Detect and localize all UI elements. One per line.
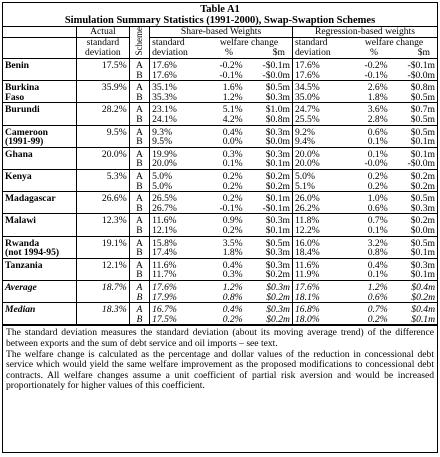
share-pct-cell: 0.1%	[206, 159, 245, 169]
share-sd-cell: 11.6%	[150, 258, 206, 270]
actual-sd-cell	[77, 315, 130, 325]
actual-sd-cell	[77, 93, 130, 103]
scheme-cell: A	[129, 125, 149, 137]
regression-dollars-cell: $0.8m	[410, 82, 435, 94]
header-actual-sub	[77, 38, 130, 59]
regression-sd-cell: 12.2%	[292, 226, 351, 236]
scheme-cell: A	[129, 236, 149, 248]
regression-pct-cell: 3.6%	[367, 104, 388, 116]
actual-sd-cell: 19.1%	[77, 236, 130, 248]
regression-dollars-cell: $0.2m	[390, 293, 437, 303]
regression-dollars-cell: $0.5m	[410, 126, 435, 138]
header-share-dollars: $m	[272, 46, 285, 58]
scheme-cell: A	[129, 147, 149, 159]
regression-pct-cell: -0.2%	[364, 60, 388, 72]
scheme-cell: A	[129, 170, 149, 182]
share-pct-cell: 0.8%	[206, 293, 245, 303]
share-dollars-cell: $0.1m	[265, 193, 290, 205]
regression-pct-cell: 1.2%	[367, 281, 388, 293]
share-pct-cell: 0.4%	[222, 259, 243, 271]
table-number: Table A1	[200, 4, 240, 15]
scheme-cell: B	[129, 93, 149, 103]
header-regression-sd-line2: deviation	[294, 46, 331, 58]
regression-sd-cell: 26.0%	[292, 192, 351, 204]
scheme-cell: B	[129, 182, 149, 192]
share-dollars-cell: $0.3m	[245, 93, 293, 103]
header-share-sd	[150, 38, 206, 59]
regression-dollars-cell: -$0.0m	[390, 71, 437, 81]
header-actual	[77, 27, 130, 38]
share-dollars-cell: -$0.1m	[245, 204, 293, 214]
header-country-blank	[3, 27, 77, 38]
regression-dollars-cell: $0.5m	[410, 237, 435, 249]
country-cell: Tanzania	[5, 259, 43, 271]
share-dollars-cell: -$0.0m	[245, 71, 293, 81]
share-dollars-cell: $0.1m	[245, 226, 293, 236]
regression-dollars-cell: $0.4m	[411, 281, 435, 293]
regression-pct-cell: 0.6%	[351, 204, 390, 214]
regression-pct-cell: 0.7%	[367, 304, 388, 316]
share-dollars-cell: $0.3m	[266, 281, 290, 293]
regression-sd-cell: 17.6%	[292, 71, 351, 81]
table-row	[3, 303, 437, 315]
actual-sd-cell	[77, 71, 130, 81]
share-dollars-cell: $0.0m	[245, 137, 293, 147]
share-sd-cell: 5.0%	[150, 182, 206, 192]
actual-sd-cell	[77, 226, 130, 236]
header-share-group: Share-based Weights	[150, 27, 293, 38]
share-sd-cell: 35.1%	[150, 81, 206, 93]
header-scheme-label: Scheme	[133, 27, 144, 56]
regression-dollars-cell: $0.2m	[410, 215, 435, 227]
country-cell: Cameroon	[5, 126, 48, 138]
actual-sd-cell: 12.1%	[77, 258, 130, 270]
share-sd-cell: 17.5%	[150, 315, 206, 325]
regression-pct-cell: 0.1%	[351, 270, 390, 280]
regression-sd-cell: 20.0%	[292, 147, 351, 159]
share-pct-cell: -0.1%	[206, 204, 245, 214]
share-pct-cell: 1.2%	[222, 281, 243, 293]
regression-sd-cell: 16.0%	[292, 236, 351, 248]
header-country-blank-2	[3, 38, 77, 59]
share-sd-cell: 11.6%	[150, 214, 206, 226]
regression-pct-cell: 0.8%	[351, 248, 390, 258]
share-sd-cell: 12.1%	[150, 226, 206, 236]
scheme-cell: B	[129, 270, 149, 280]
header-actual-line2: standard	[86, 37, 120, 49]
table-title: Simulation Summary Statistics (1991-2000), Swap-Swaption Schemes	[64, 15, 376, 26]
share-pct-cell: -0.1%	[206, 71, 245, 81]
regression-pct-cell: 0.1%	[351, 137, 390, 147]
share-pct-cell: 0.9%	[222, 215, 243, 227]
share-pct-cell: 1.8%	[206, 248, 245, 258]
regression-sd-cell: 9.4%	[292, 137, 351, 147]
regression-sd-cell: 26.2%	[292, 204, 351, 214]
country-cell: Faso	[3, 93, 77, 103]
share-pct-cell: 0.3%	[222, 148, 243, 160]
share-pct-cell: 0.3%	[206, 270, 245, 280]
country-cell: Rwanda	[5, 237, 40, 249]
country-cell	[3, 270, 77, 280]
scheme-cell: A	[129, 214, 149, 226]
regression-pct-cell: 0.2%	[351, 182, 390, 192]
table-row	[3, 59, 437, 71]
share-sd-cell: 9.3%	[150, 125, 206, 137]
country-cell: Burkina	[5, 82, 40, 94]
share-dollars-cell: $0.3m	[265, 215, 290, 227]
share-sd-cell: 17.9%	[150, 293, 206, 303]
share-pct-cell: -0.2%	[219, 60, 243, 72]
note-standard-deviation: The standard deviation measures the standard deviation (about its moving average trend) of the difference between exports and the sum of debt service and oil imports – see text.	[6, 327, 434, 349]
scheme-cell: B	[129, 71, 149, 81]
header-share-units	[208, 48, 290, 58]
header-scheme	[129, 27, 149, 59]
country-cell	[3, 115, 77, 125]
share-dollars-cell: $0.5m	[265, 82, 290, 94]
regression-sd-cell: 34.5%	[292, 81, 351, 93]
scheme-cell: B	[129, 226, 149, 236]
table-row	[3, 293, 437, 303]
country-cell: Ghana	[5, 148, 33, 160]
share-sd-cell: 17.6%	[150, 280, 206, 292]
share-dollars-cell: $0.1m	[245, 159, 293, 169]
note-welfare-change: The welfare change is calculated as the percentage and dollar values of the reduction in concessional debt service which would yield the same welfare improvement as the proposed modifications to concessional debt contracts. All welfare changes assume a unit coefficient of partial risk aversion and would be increased proportionately for higher values of this coefficient.	[6, 348, 434, 392]
regression-pct-cell: 0.1%	[351, 226, 390, 236]
regression-pct-cell: 0.1%	[367, 148, 388, 160]
table-row	[3, 93, 437, 103]
country-cell: Median	[5, 304, 36, 316]
country-cell: (not 1994-95)	[3, 248, 77, 258]
country-cell	[3, 182, 77, 192]
country-cell	[3, 293, 77, 303]
regression-pct-cell: 3.2%	[367, 237, 388, 249]
regression-dollars-cell: $0.7m	[410, 104, 435, 116]
regression-pct-cell: 2.8%	[351, 115, 390, 125]
share-pct-cell: 0.2%	[206, 182, 245, 192]
table-row	[3, 159, 437, 169]
actual-sd-cell	[77, 270, 130, 280]
scheme-cell: B	[129, 315, 149, 325]
regression-sd-cell: 17.6%	[292, 280, 351, 292]
actual-sd-cell	[77, 204, 130, 214]
share-pct-cell: 0.2%	[222, 171, 243, 183]
share-sd-cell: 15.8%	[150, 236, 206, 248]
scheme-cell: B	[129, 204, 149, 214]
share-sd-cell: 19.9%	[150, 147, 206, 159]
regression-pct-cell: -0.0%	[351, 159, 390, 169]
table-row	[3, 204, 437, 214]
country-cell	[3, 204, 77, 214]
share-sd-cell: 16.7%	[150, 303, 206, 315]
regression-dollars-cell: $0.0m	[390, 226, 437, 236]
regression-pct-cell: 0.4%	[367, 259, 388, 271]
table-row	[3, 192, 437, 204]
scheme-cell: A	[129, 103, 149, 115]
country-cell: Burundi	[5, 104, 40, 116]
actual-sd-cell: 35.9%	[77, 81, 130, 93]
actual-sd-cell	[77, 115, 130, 125]
country-cell	[3, 315, 77, 325]
share-sd-cell: 17.6%	[150, 59, 206, 71]
header-regression-dollars: $m	[417, 46, 430, 58]
share-sd-cell: 35.3%	[150, 93, 206, 103]
actual-sd-cell: 26.6%	[77, 192, 130, 204]
regression-dollars-cell: $0.1m	[410, 148, 435, 160]
country-cell: Benin	[5, 60, 29, 72]
regression-dollars-cell: $0.5m	[410, 193, 435, 205]
share-sd-cell: 5.0%	[150, 170, 206, 182]
actual-sd-cell	[77, 159, 130, 169]
table-body	[3, 27, 437, 325]
country-cell	[3, 226, 77, 236]
scheme-cell: A	[129, 59, 149, 71]
share-sd-cell: 24.1%	[150, 115, 206, 125]
table-row	[3, 270, 437, 280]
share-dollars-cell: $1.0m	[265, 104, 290, 116]
regression-pct-cell: 1.0%	[367, 193, 388, 205]
actual-sd-cell: 28.2%	[77, 103, 130, 115]
country-cell	[3, 71, 77, 81]
header-regression-welfare-line1: welfare change	[364, 37, 424, 49]
header-share-sd-line1: standard	[152, 37, 185, 49]
share-pct-cell: 0.2%	[222, 193, 243, 205]
actual-sd-cell: 18.7%	[77, 280, 130, 292]
country-cell: Malawi	[5, 215, 36, 227]
regression-pct-cell: 0.6%	[367, 126, 388, 138]
regression-dollars-cell: $0.5m	[390, 93, 437, 103]
scheme-cell: A	[129, 258, 149, 270]
scheme-cell: A	[129, 280, 149, 292]
header-regression-sd-line1: standard	[294, 37, 328, 49]
scheme-cell: B	[129, 159, 149, 169]
regression-sd-cell: 11.8%	[292, 214, 351, 226]
share-pct-cell: 5.1%	[222, 104, 243, 116]
table-row	[3, 71, 437, 81]
regression-sd-cell: 35.0%	[292, 93, 351, 103]
regression-dollars-cell: $0.1m	[390, 270, 437, 280]
header-share-pct: %	[224, 46, 233, 58]
regression-pct-cell: 2.6%	[367, 82, 388, 94]
country-cell: (1991-99)	[3, 137, 77, 147]
share-dollars-cell: $0.3m	[266, 304, 290, 316]
scheme-cell: B	[129, 137, 149, 147]
regression-pct-cell: 0.2%	[351, 315, 390, 325]
actual-sd-cell	[77, 137, 130, 147]
regression-sd-cell: 5.1%	[292, 182, 351, 192]
share-dollars-cell: $0.3m	[265, 148, 290, 160]
share-dollars-cell: $0.2m	[265, 171, 290, 183]
regression-sd-cell: 20.0%	[292, 159, 351, 169]
table-row	[3, 170, 437, 182]
table-row	[3, 248, 437, 258]
header-actual-line1: Actual	[90, 26, 116, 37]
share-pct-cell: 0.0%	[206, 137, 245, 147]
actual-sd-cell: 5.3%	[77, 170, 130, 182]
regression-sd-cell: 25.5%	[292, 115, 351, 125]
table-row	[3, 315, 437, 325]
share-pct-cell: 0.2%	[206, 315, 245, 325]
scheme-cell: B	[129, 248, 149, 258]
share-pct-cell: 0.4%	[222, 126, 243, 138]
share-dollars-cell: $0.2m	[245, 293, 293, 303]
header-row-2	[3, 38, 437, 59]
regression-dollars-cell: $0.1m	[390, 248, 437, 258]
regression-sd-cell: 17.6%	[292, 59, 351, 71]
regression-dollars-cell: -$0.0m	[390, 159, 437, 169]
regression-dollars-cell: $0.2m	[390, 182, 437, 192]
regression-dollars-cell: $0.1m	[390, 315, 437, 325]
share-dollars-cell: $0.3m	[265, 126, 290, 138]
scheme-cell: A	[129, 192, 149, 204]
header-share-sd-line2: deviation	[152, 46, 188, 58]
regression-pct-cell: 1.8%	[351, 93, 390, 103]
share-sd-cell: 11.7%	[150, 270, 206, 280]
regression-dollars-cell: $0.5m	[390, 115, 437, 125]
regression-dollars-cell: $0.1m	[390, 137, 437, 147]
regression-sd-cell: 18.0%	[292, 315, 351, 325]
regression-pct-cell: -0.1%	[351, 71, 390, 81]
country-cell: Kenya	[5, 171, 32, 183]
regression-dollars-cell: $0.4m	[411, 304, 435, 316]
country-cell: Average	[5, 281, 37, 293]
share-sd-cell: 17.4%	[150, 248, 206, 258]
scheme-cell: A	[129, 303, 149, 315]
regression-sd-cell: 16.8%	[292, 303, 351, 315]
header-share-welfare-line1: welfare change	[219, 37, 279, 49]
regression-sd-cell: 11.9%	[292, 270, 351, 280]
header-regression-sd	[292, 38, 351, 59]
regression-pct-cell: 0.7%	[367, 215, 388, 227]
share-dollars-cell: $0.3m	[245, 248, 293, 258]
regression-pct-cell: 0.6%	[351, 293, 390, 303]
summary-table	[3, 26, 437, 325]
regression-sd-cell: 9.2%	[292, 125, 351, 137]
regression-sd-cell: 11.6%	[292, 258, 351, 270]
header-regression-welfare	[351, 38, 437, 59]
share-sd-cell: 9.5%	[150, 137, 206, 147]
table-row	[3, 280, 437, 292]
share-pct-cell: 1.2%	[206, 93, 245, 103]
header-actual-line3: deviation	[85, 46, 121, 58]
regression-sd-cell: 24.7%	[292, 103, 351, 115]
share-sd-cell: 23.1%	[150, 103, 206, 115]
table-page	[2, 2, 438, 453]
regression-sd-cell: 5.0%	[292, 170, 351, 182]
header-regression-pct: %	[370, 46, 378, 58]
share-sd-cell: 20.0%	[150, 159, 206, 169]
scheme-cell: A	[129, 81, 149, 93]
share-dollars-cell: $0.2m	[245, 182, 293, 192]
share-pct-cell: 0.4%	[222, 304, 243, 316]
table-row	[3, 226, 437, 236]
share-dollars-cell: $0.3m	[265, 259, 290, 271]
actual-sd-cell: 18.3%	[77, 303, 130, 315]
regression-sd-cell: 18.4%	[292, 248, 351, 258]
share-dollars-cell: $0.5m	[265, 237, 290, 249]
actual-sd-cell	[77, 248, 130, 258]
header-share-welfare	[206, 38, 292, 59]
actual-sd-cell: 9.5%	[77, 125, 130, 137]
share-pct-cell: 0.2%	[206, 226, 245, 236]
share-sd-cell: 17.6%	[150, 71, 206, 81]
header-regression-units	[353, 48, 435, 58]
header-row-1	[3, 27, 437, 38]
country-cell	[3, 159, 77, 169]
share-sd-cell: 26.5%	[150, 192, 206, 204]
scheme-cell: B	[129, 115, 149, 125]
share-pct-cell: 4.2%	[206, 115, 245, 125]
table-notes	[3, 325, 437, 392]
regression-pct-cell: 0.2%	[367, 171, 388, 183]
share-pct-cell: 1.6%	[222, 82, 243, 94]
share-sd-cell: 26.7%	[150, 204, 206, 214]
regression-dollars-cell: $0.2m	[410, 171, 435, 183]
scheme-cell: B	[129, 293, 149, 303]
header-regression-group: Regression-based weights	[292, 27, 437, 38]
share-dollars-cell: $0.2m	[245, 315, 293, 325]
actual-sd-cell: 12.3%	[77, 214, 130, 226]
share-dollars-cell: -$0.1m	[262, 60, 290, 72]
table-row	[3, 115, 437, 125]
table-row	[3, 182, 437, 192]
regression-sd-cell: 18.1%	[292, 293, 351, 303]
table-row	[3, 137, 437, 147]
actual-sd-cell: 17.5%	[77, 59, 130, 71]
actual-sd-cell	[77, 293, 130, 303]
country-cell: Madagascar	[5, 193, 56, 205]
actual-sd-cell: 20.0%	[77, 147, 130, 159]
share-dollars-cell: $0.2m	[245, 270, 293, 280]
share-pct-cell: 3.5%	[222, 237, 243, 249]
share-dollars-cell: $0.8m	[245, 115, 293, 125]
actual-sd-cell	[77, 182, 130, 192]
regression-dollars-cell: $0.3m	[390, 204, 437, 214]
regression-dollars-cell: -$0.1m	[407, 60, 435, 72]
regression-dollars-cell: $0.3m	[410, 259, 435, 271]
